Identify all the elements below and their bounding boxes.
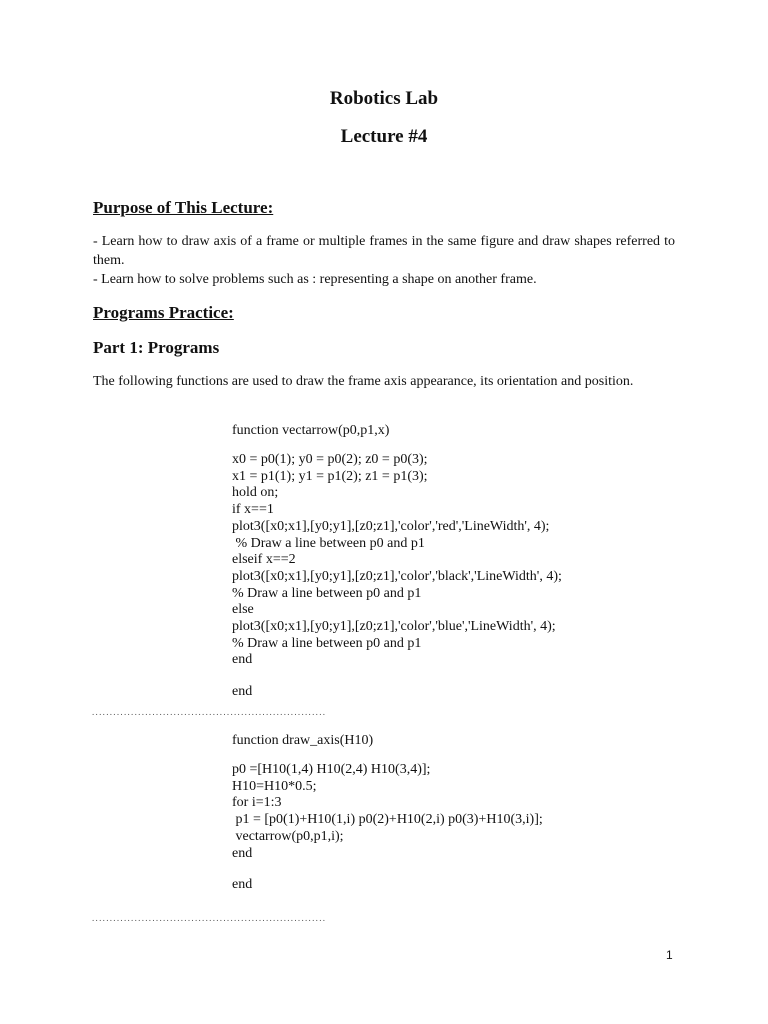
code1-signature: function vectarrow(p0,p1,x)	[232, 423, 390, 438]
code-line: x0 = p0(1); y0 = p0(2); z0 = p0(3);	[232, 452, 428, 467]
part-1-heading: Part 1: Programs	[93, 338, 220, 357]
dotted-separator: ..................................................................	[92, 707, 327, 717]
code-line: plot3([x0;x1],[y0;y1],[z0;z1],'color','red','LineWidth', 4);	[232, 518, 550, 534]
code-line: x1 = p1(1); y1 = p1(2); z1 = p1(3);	[232, 468, 428, 484]
code-line: if x==1	[232, 502, 274, 518]
code-line: else	[232, 602, 254, 618]
code-comment: % Draw a line between p0 and p1	[232, 535, 425, 551]
code-line: hold on;	[232, 485, 279, 501]
code-line: vectarrow(p0,p1,i);	[232, 828, 344, 844]
code-line: plot3([x0;x1],[y0;y1],[z0;z1],'color','black','LineWidth', 4);	[232, 568, 562, 584]
code-comment: % Draw a line between p0 and p1	[232, 635, 422, 651]
code-line: for i=1:3	[232, 795, 282, 811]
code-line: p0 =[H10(1,4) H10(2,4) H10(3,4)];	[232, 762, 431, 777]
programs-practice-heading: Programs Practice:	[93, 303, 234, 322]
code-line: end	[232, 652, 253, 668]
code2-end: end	[232, 877, 253, 892]
page-number: 1	[666, 948, 673, 962]
document-title: Robotics Lab	[329, 88, 439, 109]
code-line: end	[232, 845, 253, 861]
code1-body	[232, 452, 562, 669]
code-line: elseif x==2	[232, 552, 296, 568]
dotted-separator: ..................................................................	[92, 913, 327, 923]
code-comment: % Draw a line between p0 and p1	[232, 585, 422, 601]
code1-end: end	[232, 684, 253, 699]
code-line: p1 = [p0(1)+H10(1,i) p0(2)+H10(2,i) p0(3)+H10(3,i)];	[232, 812, 543, 828]
code-line: H10=H10*0.5;	[232, 778, 317, 794]
purpose-bullet-1: - Learn how to draw axis of a frame or multiple frames in the same figure and draw shapes referred to them.	[93, 234, 675, 268]
code2-signature: function draw_axis(H10)	[232, 733, 374, 748]
code2-body	[232, 762, 543, 862]
purpose-heading: Purpose of This Lecture:	[93, 198, 274, 217]
lecture-number: Lecture #4	[340, 126, 428, 147]
purpose-bullet-2: - Learn how to solve problems such as : representing a shape on another frame.	[93, 272, 537, 287]
intro-paragraph: The following functions are used to draw the frame axis appearance, its orientation and position.	[93, 374, 634, 389]
code-line: plot3([x0;x1],[y0;y1],[z0;z1],'color','blue','LineWidth', 4);	[232, 619, 556, 635]
